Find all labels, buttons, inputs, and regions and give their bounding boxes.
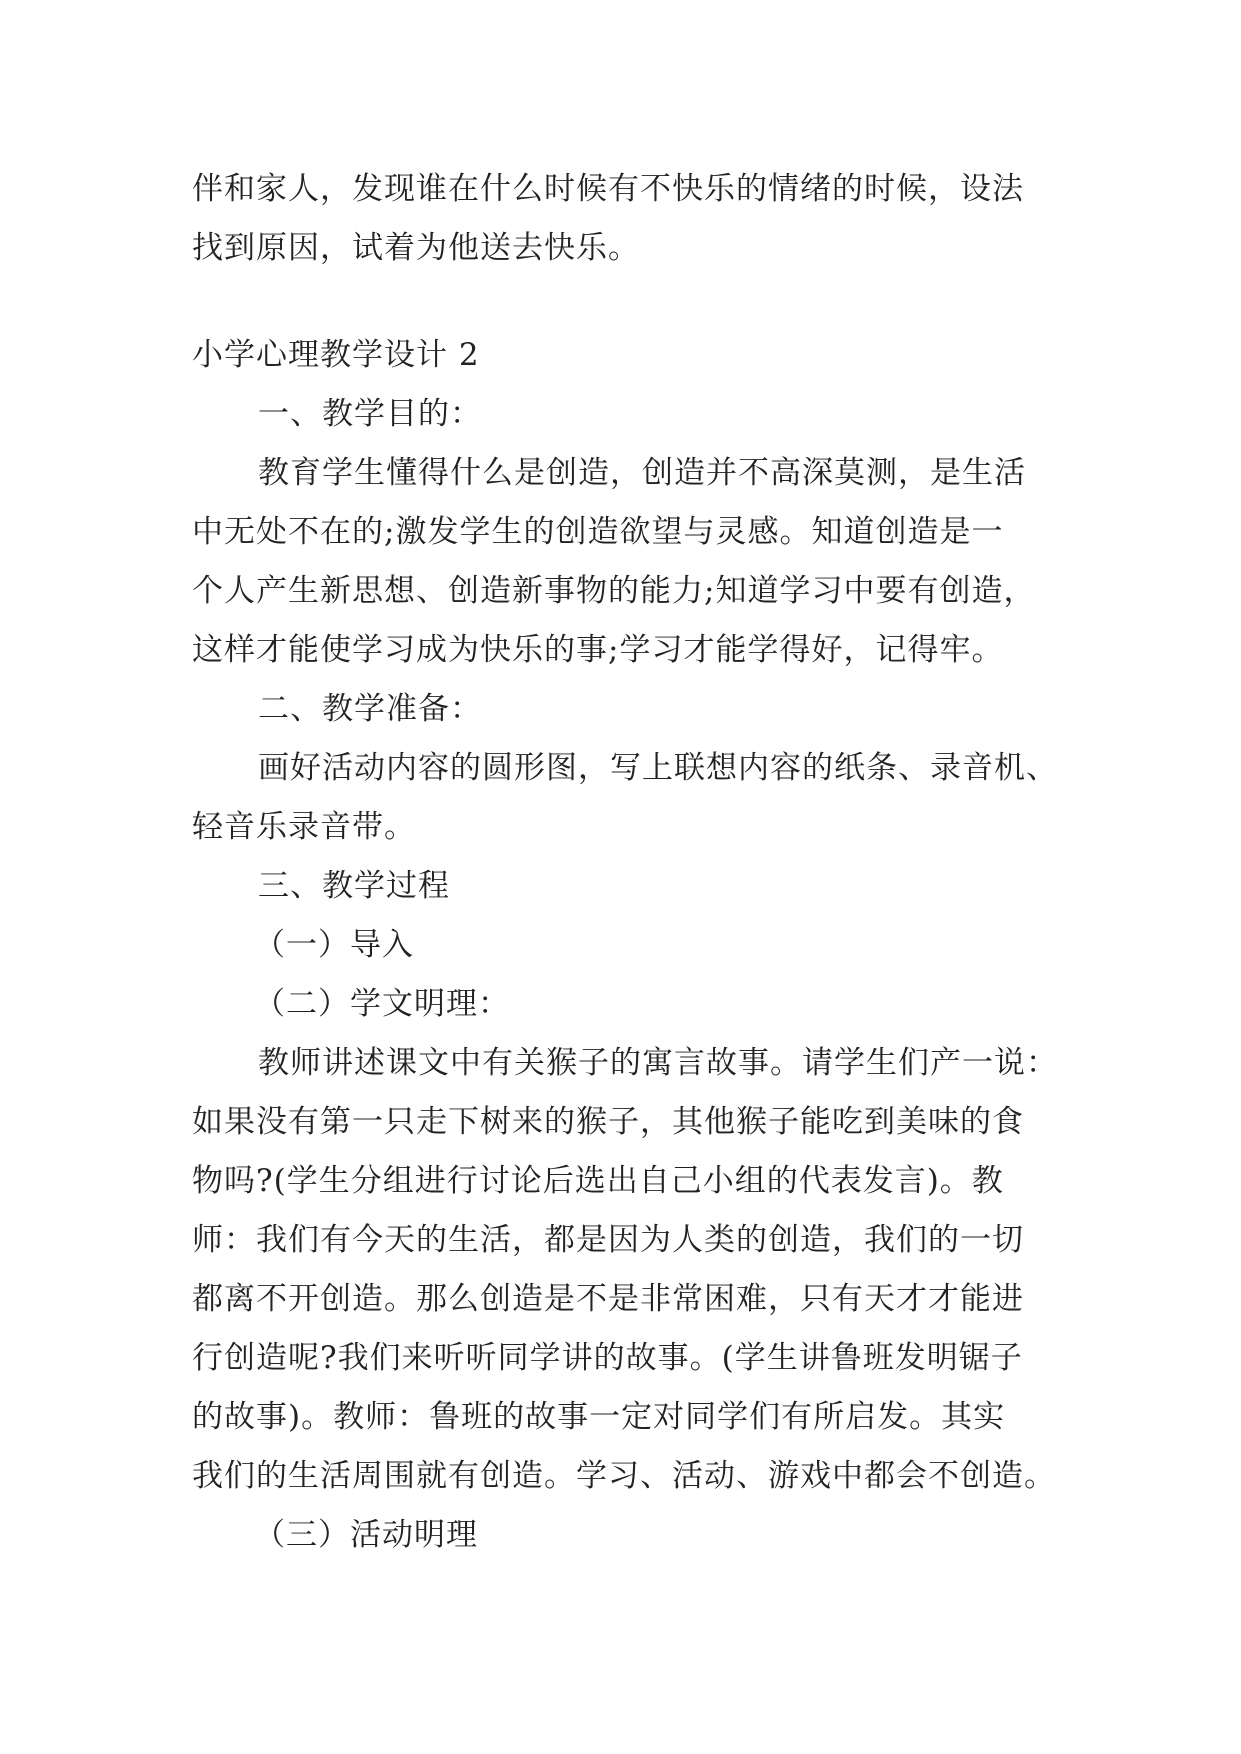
paragraph-line: 教师讲述课文中有关猴子的寓言故事。请学生们产一说： [258,1045,1058,1081]
section-gap [192,278,1062,326]
paragraph-line: 这样才能使学习成为快乐的事;学习才能学得好，记得牢。 [192,632,1004,668]
document-body [192,160,1062,1565]
paragraph-line: 我们的生活周围就有创造。学习、活动、游戏中都会不创造。 [192,1458,1056,1494]
heading-teaching-preparation: 二、教学准备： [258,691,482,727]
section-title: 小学心理教学设计 2 [192,337,480,373]
heading-teaching-purpose: 一、教学目的： [258,396,482,432]
paragraph-line: 师：我们有今天的生活，都是因为人类的创造，我们的一切 [192,1222,1024,1258]
subheading-learning-text: （二）学文明理： [254,986,510,1022]
paragraph-line: 找到原因，试着为他送去快乐。 [192,230,640,266]
subheading-introduction: （一）导入 [254,927,414,963]
paragraph-line: 的故事)。教师：鲁班的故事一定对同学们有所启发。其实 [192,1399,1006,1435]
paragraph-line: 物吗?(学生分组进行讨论后选出自己小组的代表发言)。教 [192,1163,1004,1199]
paragraph-line: 如果没有第一只走下树来的猴子，其他猴子能吃到美味的食 [192,1104,1024,1140]
paragraph-line: 都离不开创造。那么创造是不是非常困难，只有天才才能进 [192,1281,1024,1317]
paragraph-line: 伴和家人，发现谁在什么时候有不快乐的情绪的时候，设法 [192,171,1024,207]
paragraph-line: 轻音乐录音带。 [192,809,416,845]
paragraph-line: 行创造呢?我们来听听同学讲的故事。(学生讲鲁班发明锯子 [192,1340,1023,1376]
paragraph-line: 个人产生新思想、创造新事物的能力;知道学习中要有创造， [192,573,1036,609]
paragraph-line: 画好活动内容的圆形图，写上联想内容的纸条、录音机、 [258,750,1058,786]
paragraph-line: 中无处不在的;激发学生的创造欲望与灵感。知道创造是一 [192,514,1004,550]
heading-teaching-process: 三、教学过程 [258,868,450,904]
subheading-activity: （三）活动明理 [254,1517,478,1553]
paragraph-line: 教育学生懂得什么是创造，创造并不高深莫测，是生活 [258,455,1026,491]
